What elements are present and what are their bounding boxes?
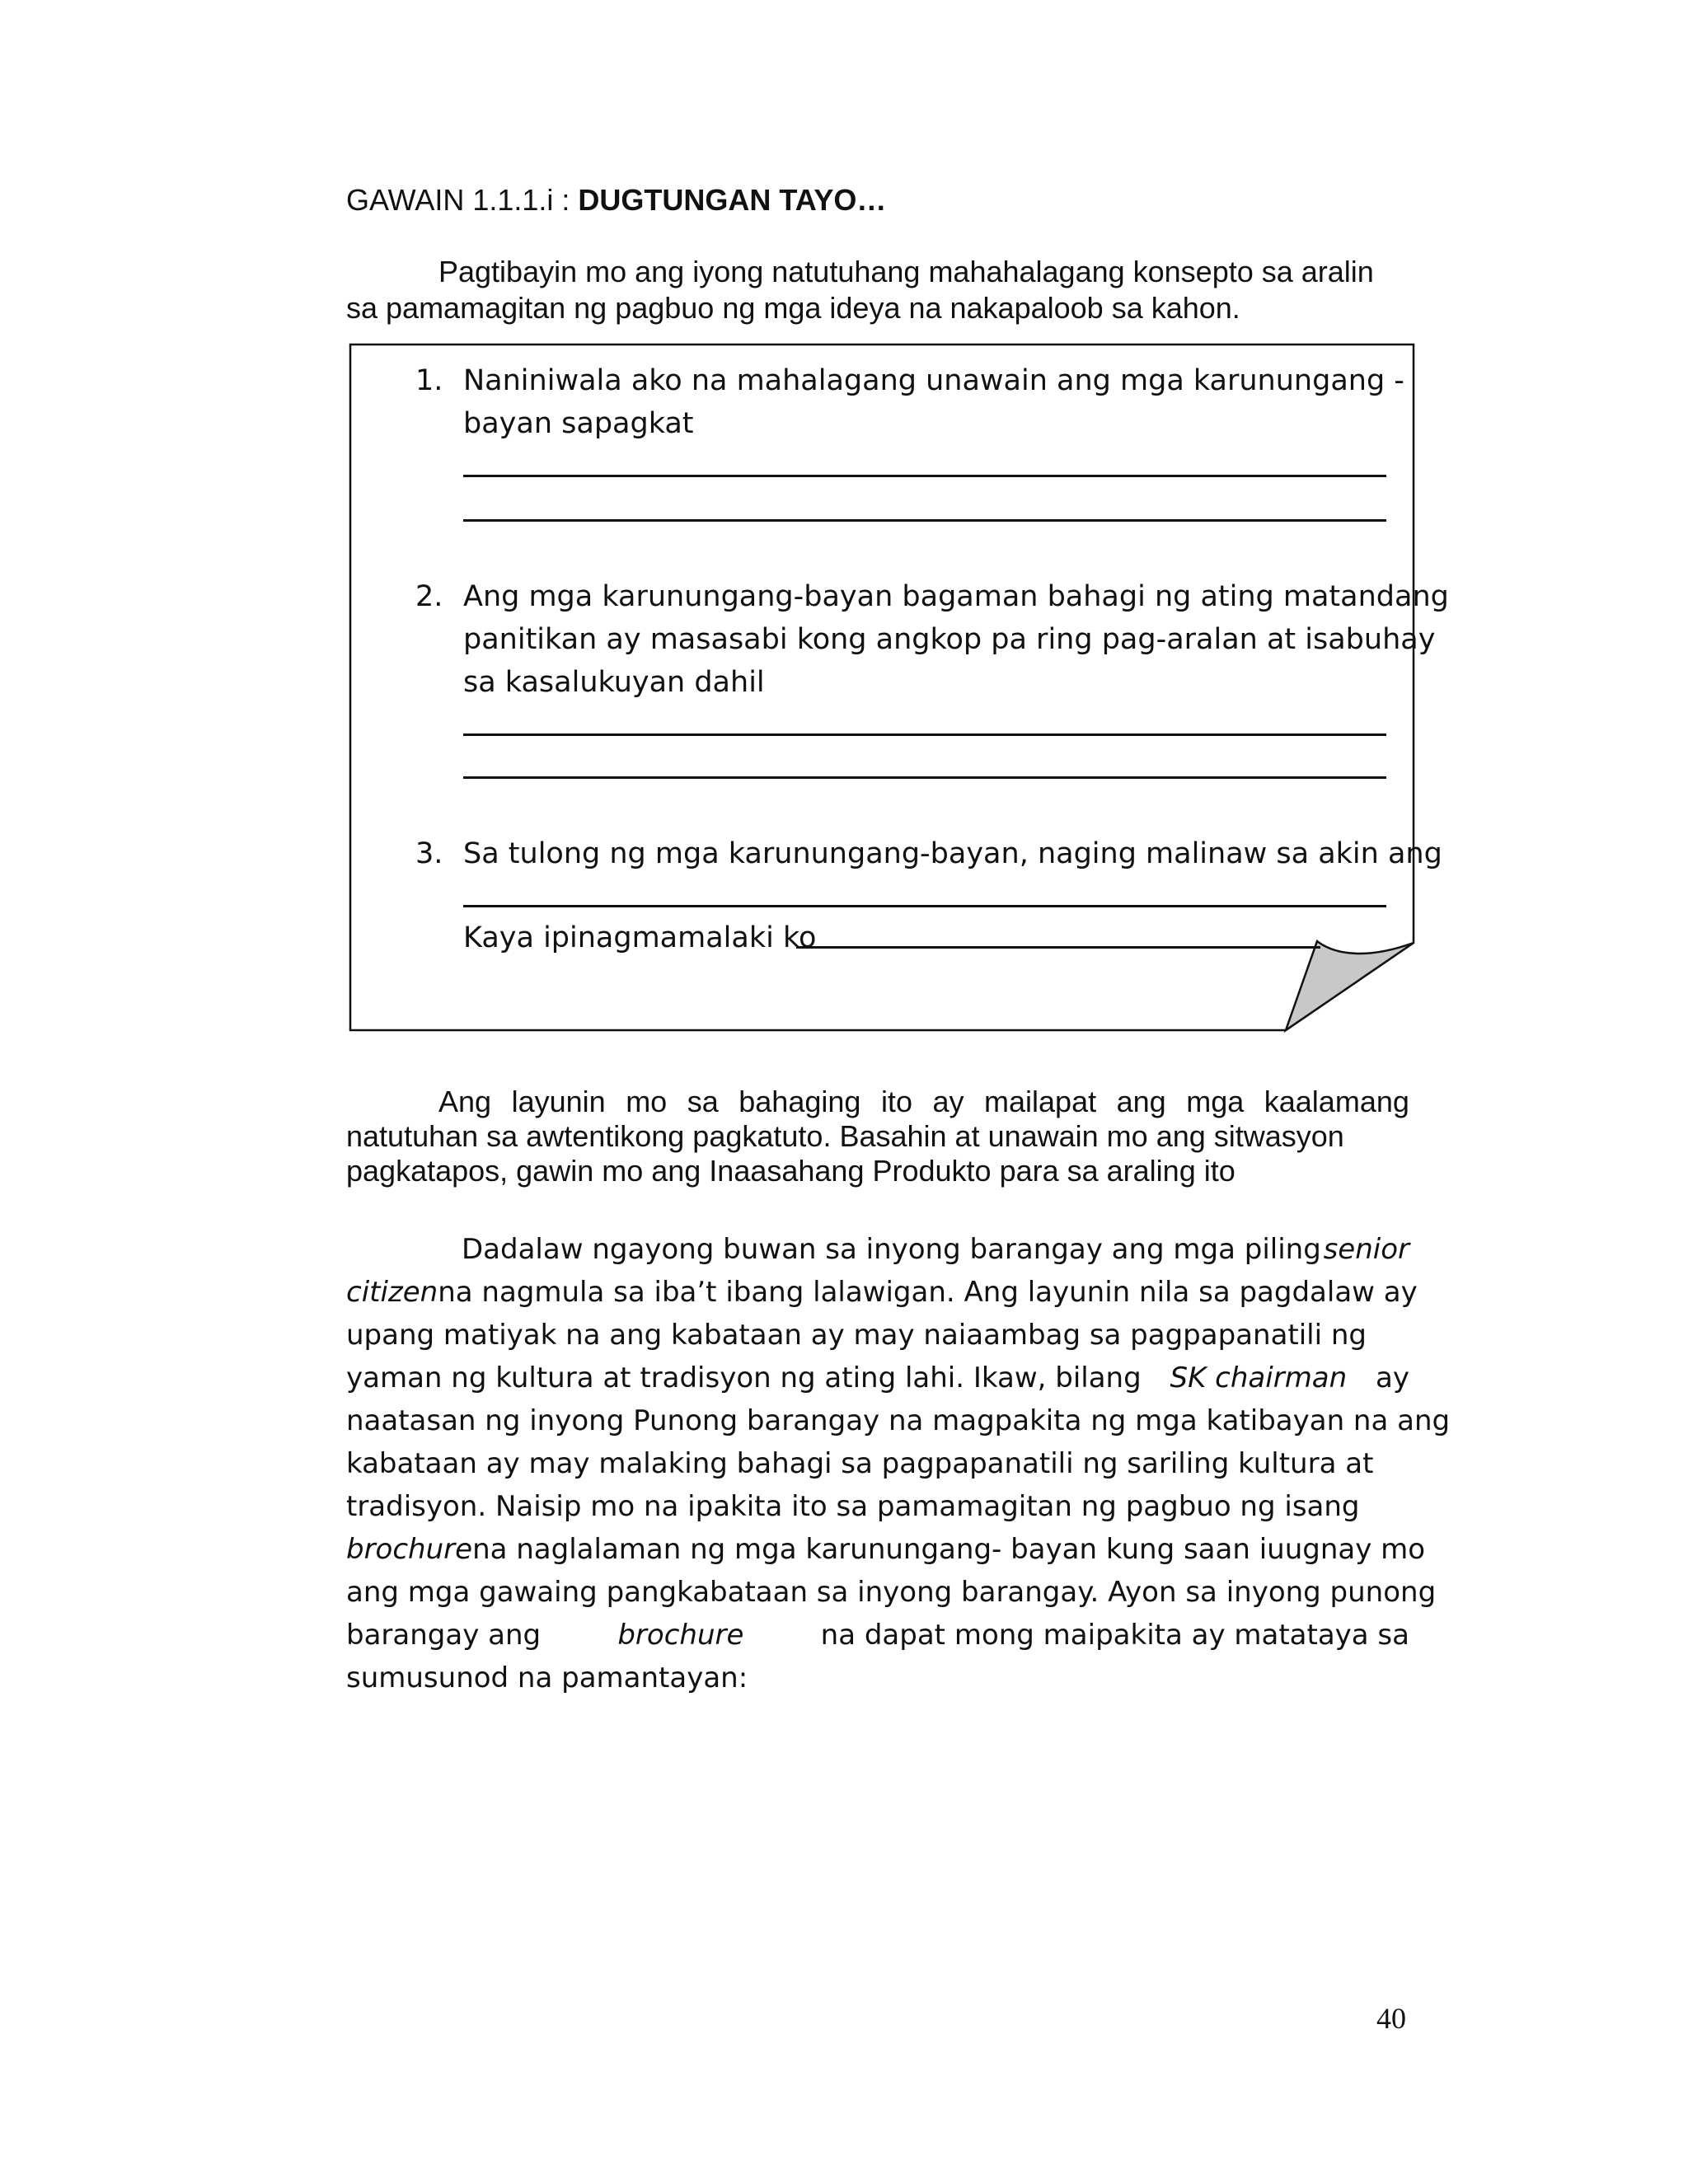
item-2-line-1: Ang mga karunungang-bayan bagaman bahagi ng ating matandang	[463, 580, 1449, 613]
italic-text: SK chairman	[1170, 1361, 1348, 1394]
word: sa	[687, 1085, 719, 1118]
word: ay	[932, 1085, 964, 1118]
italic-text: senior	[1323, 1233, 1409, 1266]
text: ay	[1376, 1361, 1409, 1394]
item-3-line-2: Kaya ipinagmamalaki ko	[463, 921, 817, 954]
word: kaalamang	[1264, 1085, 1409, 1118]
objective-paragraph	[346, 1085, 1409, 1188]
word: ito	[880, 1085, 912, 1118]
text: yaman ng kultura at tradisyon ng ating lahi. Ikaw, bilang	[346, 1361, 1142, 1394]
item-2-answer-line-1[interactable]	[463, 733, 1386, 736]
objective-line-3: pagkatapos, gawin mo ang Inaasahang Produkto para sa araling ito	[346, 1154, 1236, 1188]
item-1-answer-line-2[interactable]	[463, 519, 1386, 522]
scenario-line-6: kabataan ay may malaking bahagi sa pagpapanatili ng sariling kultura at	[346, 1447, 1374, 1480]
item-2-number: 2.	[415, 580, 443, 613]
activity-heading-title: DUGTUNGAN TAYO…	[578, 183, 887, 217]
scenario-line-1	[346, 1228, 1409, 1271]
item-3-number: 3.	[415, 837, 443, 870]
intro-paragraph	[346, 254, 1409, 326]
scenario-line-11: sumusunod na pamantayan:	[346, 1661, 748, 1694]
italic-text: brochure	[346, 1533, 473, 1566]
scenario-line-2	[346, 1271, 1418, 1314]
word: mo	[626, 1085, 668, 1118]
activity-heading	[346, 183, 886, 218]
word: mga	[1186, 1085, 1245, 1118]
intro-line-1: Pagtibayin mo ang iyong natutuhang mahahalagang konsepto sa aralin	[438, 255, 1374, 288]
scenario-line-8	[346, 1528, 1426, 1571]
scenario-line-7: tradisyon. Naisip mo na ipakita ito sa pamamagitan ng pagbuo ng isang	[346, 1490, 1360, 1523]
word: Ang	[438, 1085, 492, 1118]
word: bahaging	[738, 1085, 861, 1118]
scenario-line-4	[346, 1357, 1409, 1399]
scenario-paragraph	[346, 1228, 1451, 1699]
text: Dadalaw ngayong buwan sa inyong barangay ang mga piling	[462, 1233, 1321, 1266]
activity-heading-prefix: GAWAIN 1.1.1.i :	[346, 183, 579, 217]
text: na naglalaman ng mga karunungang- bayan kung saan iuugnay mo	[472, 1533, 1426, 1566]
item-3-line-1: Sa tulong ng mga karunungang-bayan, naging malinaw sa akin ang	[463, 837, 1442, 870]
item-3-answer-line-2[interactable]	[796, 946, 1320, 949]
scenario-line-3: upang matiyak na ang kabataan ay may naiaambag sa pagpapanatili ng	[346, 1319, 1367, 1352]
italic-text: citizen	[346, 1276, 438, 1309]
item-3-answer-line-1[interactable]	[463, 905, 1386, 907]
item-1-number: 1.	[415, 364, 443, 397]
word: layunin	[511, 1085, 606, 1118]
text: na dapat mong maipakita ay matataya sa	[820, 1619, 1409, 1652]
intro-line-2: sa pamamagitan ng pagbuo ng mga ideya na nakapaloob sa kahon.	[346, 291, 1240, 325]
objective-line-2: natutuhan sa awtentikong pagkatuto. Basahin at unawain mo ang sitwasyon	[346, 1119, 1344, 1153]
italic-text: brochure	[617, 1619, 744, 1652]
word: mailapat	[984, 1085, 1097, 1118]
item-2-line-3: sa kasalukuyan dahil	[463, 666, 765, 699]
page-number: 40	[1376, 2002, 1406, 2035]
text: barangay ang	[346, 1619, 542, 1652]
scenario-line-9: ang mga gawaing pangkabataan sa inyong barangay. Ayon sa inyong punong	[346, 1576, 1437, 1609]
item-1-line-2: bayan sapagkat	[463, 407, 694, 440]
item-1-answer-line-1[interactable]	[463, 475, 1386, 477]
word: ang	[1116, 1085, 1166, 1118]
scenario-line-5: naatasan ng inyong Punong barangay na magpakita ng mga katibayan na ang	[346, 1404, 1451, 1437]
scenario-line-10	[346, 1614, 1409, 1657]
objective-line-1	[346, 1085, 1409, 1119]
text: na nagmula sa iba’t ibang lalawigan. Ang layunin nila sa pagdalaw ay	[438, 1276, 1418, 1309]
item-1-line-1: Naniniwala ako na mahalagang unawain ang mga karunungang -	[463, 364, 1404, 397]
item-2-line-2: panitikan ay masasabi kong angkop pa ring pag-aralan at isabuhay	[463, 623, 1436, 656]
item-2-answer-line-2[interactable]	[463, 776, 1386, 779]
